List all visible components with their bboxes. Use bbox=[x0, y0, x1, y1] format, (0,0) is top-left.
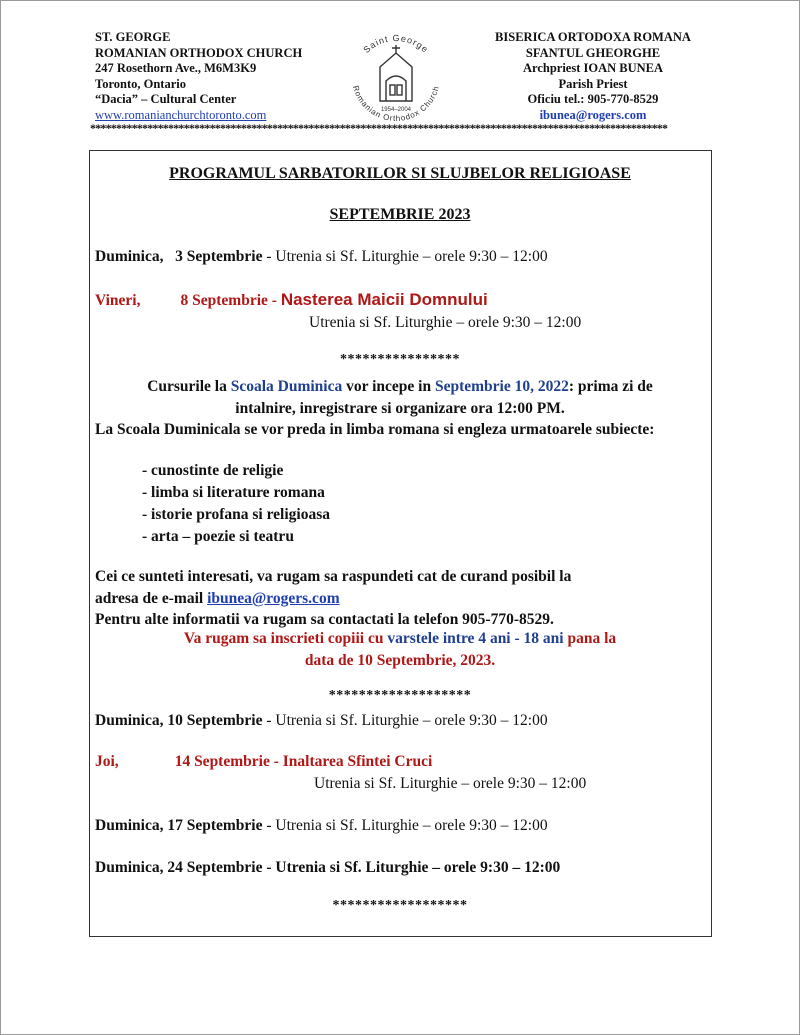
priest-email-link[interactable]: ibunea@rogers.com bbox=[539, 107, 647, 122]
church-info-romanian bbox=[486, 30, 700, 124]
enrollment-deadline: data de 10 Septembrie, 2023. bbox=[304, 651, 496, 669]
cultural-center: “Dacia” – Cultural Center bbox=[95, 92, 237, 107]
school-start-date: Septembrie 10, 2022 bbox=[434, 378, 569, 395]
stars-divider: **************** bbox=[340, 352, 460, 367]
church-info-english bbox=[95, 30, 302, 124]
feast-name: Nasterea Maicii Domnului bbox=[280, 290, 488, 309]
feast-service-text: Utrenia si Sf. Liturghie – orele 9:30 – 12:00 bbox=[309, 314, 582, 331]
church-address: 247 Rosethorn Ave., M6M3K9 bbox=[95, 61, 257, 76]
contact-email-link[interactable]: ibunea@rogers.com bbox=[207, 589, 340, 607]
feast-date: 14 Septembrie bbox=[174, 753, 270, 770]
service-date: 3 Septembrie bbox=[175, 248, 263, 265]
list-item: - arta – poezie si teatru bbox=[142, 528, 294, 545]
parish-priest-label: Parish Priest bbox=[558, 76, 628, 91]
contact-text: Cei ce sunteti interesati, va rugam sa raspundeti cat de curand posibil la bbox=[95, 568, 572, 585]
church-name-line2: ROMANIAN ORTHODOX CHURCH bbox=[95, 45, 303, 60]
logo-years: 1954–2004 bbox=[380, 107, 412, 113]
feast-date: 8 Septembrie bbox=[180, 292, 268, 309]
church-building-icon bbox=[380, 45, 412, 101]
service-row bbox=[95, 859, 560, 877]
feast-day: Joi, bbox=[95, 753, 119, 770]
school-subjects-intro: La Scoala Duminicala se vor preda in limba romana si engleza urmatoarele subiecte: bbox=[95, 421, 655, 438]
feast-name: - Inaltarea Sfintei Cruci bbox=[269, 753, 433, 770]
service-text: - Utrenia si Sf. Liturghie – orele 9:30 – 12:00 bbox=[262, 712, 548, 729]
subjects-list bbox=[142, 460, 330, 548]
service-text: - Utrenia si Sf. Liturghie – orele 9:30 – 12:00 bbox=[262, 817, 548, 834]
enrollment-text-c: pana la bbox=[563, 630, 617, 647]
asterisk-divider: *************************************************************************************************************** bbox=[90, 121, 668, 135]
feast-day: Vineri, bbox=[95, 292, 141, 309]
contact-email-prefix: adresa de e-mail bbox=[95, 589, 208, 607]
church-logo bbox=[340, 23, 452, 135]
enrollment-text-a: Va rugam sa inscrieti copiii cu bbox=[183, 630, 388, 647]
logo-arc-bottom: Romanian Orthodox Church bbox=[350, 84, 441, 124]
enrollment-note bbox=[95, 628, 705, 671]
service-day: Duminica, 24 Septembrie bbox=[95, 859, 263, 876]
svg-text:Romanian Orthodox Church bbox=[351, 84, 441, 123]
school-name: Scoala Duminica bbox=[230, 378, 343, 395]
biserica-name-line2: SFANTUL GHEORGHE bbox=[525, 45, 661, 60]
contact-paragraph bbox=[95, 566, 705, 631]
list-item: - cunostinte de religie bbox=[142, 462, 284, 479]
website-link[interactable]: www.romanianchurchtoronto.com bbox=[95, 107, 267, 122]
school-registration-text: intalnire, inregistrare si organizare ora 12:00 PM. bbox=[235, 399, 565, 417]
stars-divider: ****************** bbox=[332, 898, 468, 913]
feast-service-text: Utrenia si Sf. Liturghie – orele 9:30 – 12:00 bbox=[314, 775, 587, 792]
office-phone: Oficiu tel.: 905-770-8529 bbox=[527, 92, 659, 107]
program-month: SEPTEMBRIE 2023 bbox=[329, 206, 471, 223]
service-text: - Utrenia si Sf. Liturghie – orele 9:30 – 12:00 bbox=[262, 859, 561, 876]
church-city: Toronto, Ontario bbox=[95, 76, 186, 91]
school-text-c: vor incepe in bbox=[342, 378, 435, 395]
logo-arc-top: Saint George bbox=[361, 32, 431, 55]
feast-row bbox=[95, 753, 432, 771]
service-row bbox=[95, 712, 548, 730]
archpriest-name: Archpriest IOAN BUNEA bbox=[522, 61, 664, 76]
service-row bbox=[95, 817, 548, 835]
school-announcement bbox=[95, 376, 705, 419]
stars-divider: ******************* bbox=[328, 688, 472, 703]
service-row bbox=[95, 248, 548, 266]
list-item: - istorie profana si religioasa bbox=[142, 506, 330, 523]
service-day: Duminica, 17 Septembrie bbox=[95, 817, 263, 834]
feast-dash: - bbox=[267, 292, 281, 309]
feast-row bbox=[95, 290, 488, 310]
contact-phone-text: Pentru alte informatii va rugam sa contactati la telefon 905-770-8529. bbox=[95, 611, 554, 628]
service-day: Duminica, 10 Septembrie bbox=[95, 712, 263, 729]
service-day: Duminica, bbox=[95, 248, 164, 265]
biserica-name-line1: BISERICA ORTODOXA ROMANA bbox=[495, 30, 691, 44]
program-title: PROGRAMUL SARBATORILOR SI SLUJBELOR RELIGIOASE bbox=[169, 165, 631, 182]
school-text-e: : prima zi de bbox=[568, 378, 653, 395]
enrollment-ages: varstele intre 4 ani - 18 ani bbox=[387, 630, 564, 647]
church-name-line1: ST. GEORGE bbox=[95, 30, 171, 44]
school-text-a: Cursurile la bbox=[147, 378, 231, 395]
service-text: - Utrenia si Sf. Liturghie – orele 9:30 – 12:00 bbox=[262, 248, 548, 265]
list-item: - limba si literature romana bbox=[142, 484, 325, 501]
